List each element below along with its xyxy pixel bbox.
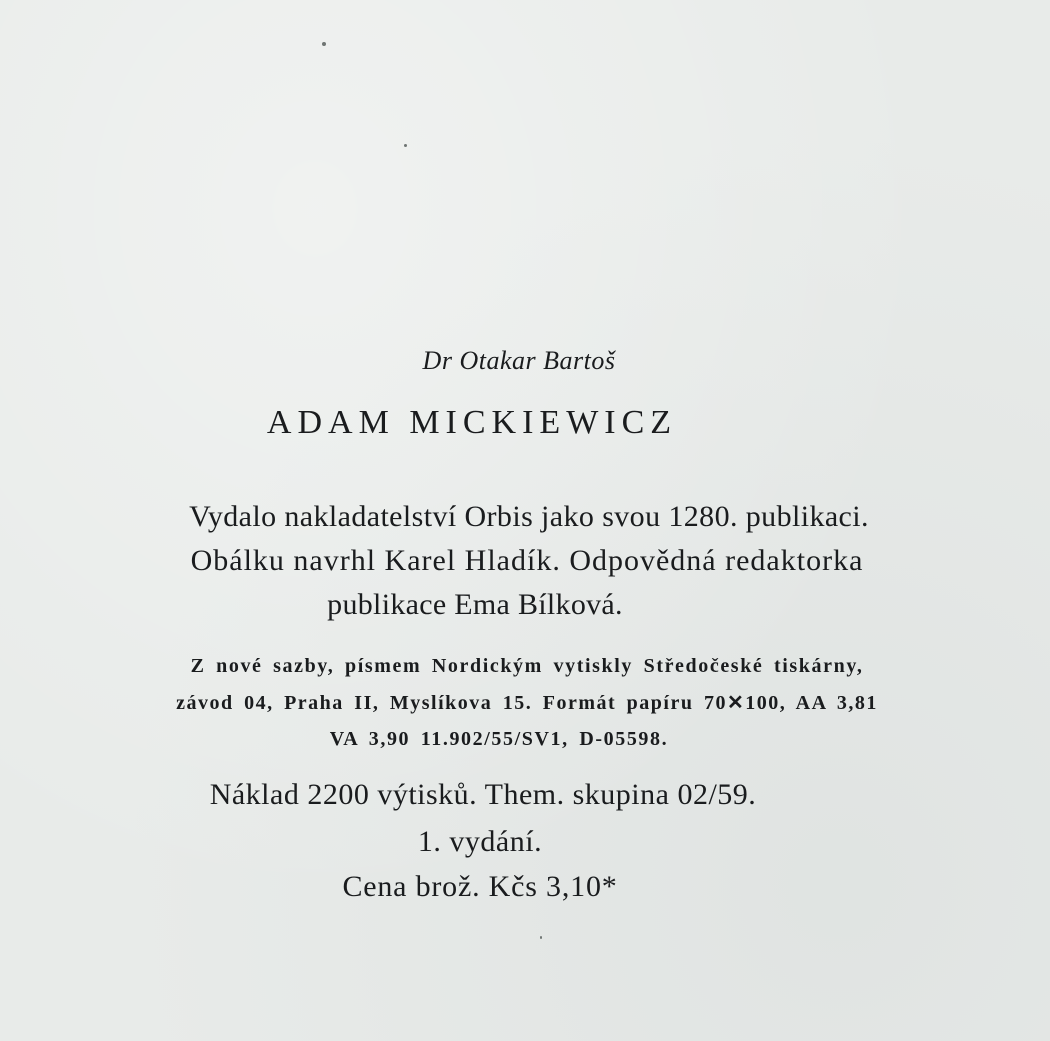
publisher-line: Vydalo nakladatelství Orbis jako svou 1280. publikaci. xyxy=(189,500,869,533)
author-name: Dr Otakar Bartoš xyxy=(422,346,616,375)
book-title: ADAM MICKIEWICZ xyxy=(266,404,678,441)
edition-line: 1. vydání. xyxy=(417,825,543,858)
price-line: Cena brož. Kčs 3,10* xyxy=(342,870,618,903)
paper-speck xyxy=(404,144,407,147)
printing-line: závod 04, Praha II, Myslíkova 15. Formát papíru 70✕100, AA 3,81 xyxy=(176,692,878,714)
printing-line: VA 3,90 11.902/55/SV1, D-05598. xyxy=(329,728,669,750)
publisher-line: publikace Ema Bílková. xyxy=(327,588,623,621)
print-run-line: Náklad 2200 výtisků. Them. skupina 02/59. xyxy=(209,778,757,811)
paper-speck xyxy=(322,42,326,46)
publisher-line: Obálku navrhl Karel Hladík. Odpovědná redaktorka xyxy=(190,544,864,577)
printing-line: Z nové sazby, písmem Nordickým vytiskly Středočeské tiskárny, xyxy=(190,655,864,677)
paper-speck xyxy=(540,936,542,939)
